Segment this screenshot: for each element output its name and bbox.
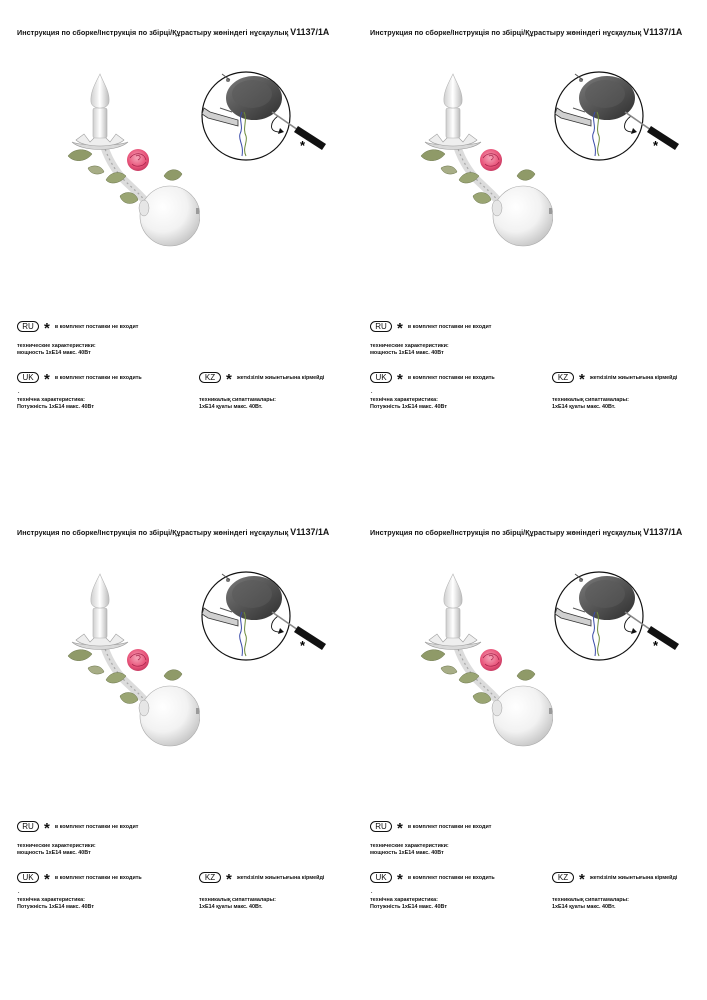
kz-spec-value: 1хЕ14 қуаты макс. 40Вт. xyxy=(199,904,263,910)
mounting-detail-illustration xyxy=(198,568,338,668)
detail-star: * xyxy=(653,638,659,653)
uk-spec-heading: технічна характеристика: xyxy=(17,397,85,403)
kz-note-row xyxy=(552,870,678,888)
uk-badge: UK xyxy=(17,872,39,883)
ru-spec-value: мощность 1хЕ14 макс. 40Вт xyxy=(370,850,444,856)
ru-spec-heading: технические характеристики: xyxy=(370,343,449,349)
ru-badge: RU xyxy=(17,321,39,332)
ru-spec xyxy=(17,343,96,357)
uk-dot: . xyxy=(18,889,20,895)
mounting-detail-illustration xyxy=(551,68,691,168)
detail-star: * xyxy=(300,138,306,153)
mounting-detail-illustration xyxy=(551,568,691,668)
ru-note: в комплект поставки не входит xyxy=(54,323,139,330)
kz-badge: KZ xyxy=(552,872,574,883)
kz-note: жеткізілім жиынтығына кірмейді xyxy=(236,874,325,881)
uk-star: * xyxy=(44,370,50,388)
ru-star: * xyxy=(397,819,403,837)
detail-star: * xyxy=(300,638,306,653)
uk-star: * xyxy=(44,870,50,888)
kz-spec-heading: техникалық сипаттамалары: xyxy=(199,897,276,903)
ru-spec-heading: технические характеристики: xyxy=(17,343,96,349)
uk-spec-heading: технічна характеристика: xyxy=(370,397,438,403)
ru-star: * xyxy=(44,319,50,337)
kz-spec xyxy=(199,397,276,411)
instruction-sheet xyxy=(0,500,353,1000)
ru-spec xyxy=(370,843,449,857)
uk-note-row xyxy=(370,870,495,888)
kz-spec-value: 1хЕ14 қуаты макс. 40Вт. xyxy=(552,404,616,410)
kz-spec-heading: техникалық сипаттамалары: xyxy=(552,897,629,903)
ru-spec-heading: технические характеристики: xyxy=(370,843,449,849)
uk-note: в комплект поставки не входить xyxy=(407,374,495,381)
uk-spec-heading: технічна характеристика: xyxy=(370,897,438,903)
uk-spec-value: Потужність 1хЕ14 макс. 40Вт xyxy=(370,904,447,910)
instruction-sheet xyxy=(0,0,353,500)
uk-note: в комплект поставки не входить xyxy=(54,374,142,381)
uk-note-row xyxy=(17,870,142,888)
kz-star: * xyxy=(579,870,585,888)
ru-note-row xyxy=(17,319,139,337)
kz-badge: KZ xyxy=(199,372,221,383)
uk-spec xyxy=(17,897,94,911)
ru-spec-value: мощность 1хЕ14 макс. 40Вт xyxy=(17,350,91,356)
uk-badge: UK xyxy=(370,372,392,383)
title-text: Инструкция по сборке/Інструкція по збірці/Құрастыру жөніндегі нұсқаулық xyxy=(370,528,642,537)
model-number: V1137/1A xyxy=(643,527,683,537)
sheet-title xyxy=(370,527,682,537)
kz-note-row xyxy=(552,370,678,388)
kz-note: жеткізілім жиынтығына кірмейді xyxy=(589,374,678,381)
uk-dot: . xyxy=(18,389,20,395)
ru-note-row xyxy=(370,819,492,837)
model-number: V1137/1A xyxy=(290,27,330,37)
kz-spec xyxy=(552,897,629,911)
ru-note: в комплект поставки не входит xyxy=(54,823,139,830)
kz-badge: KZ xyxy=(199,872,221,883)
ru-note: в комплект поставки не входит xyxy=(407,323,492,330)
ru-note-row xyxy=(17,819,139,837)
uk-spec xyxy=(17,397,94,411)
kz-star: * xyxy=(579,370,585,388)
ru-spec-value: мощность 1хЕ14 макс. 40Вт xyxy=(370,350,444,356)
ru-star: * xyxy=(44,819,50,837)
uk-note: в комплект поставки не входить xyxy=(407,874,495,881)
kz-spec-value: 1хЕ14 қуаты макс. 40Вт. xyxy=(199,404,263,410)
lamp-illustration xyxy=(60,68,200,254)
lamp-illustration xyxy=(60,568,200,754)
uk-badge: UK xyxy=(17,372,39,383)
ru-spec xyxy=(17,843,96,857)
kz-note-row xyxy=(199,370,325,388)
uk-spec-value: Потужність 1хЕ14 макс. 40Вт xyxy=(17,904,94,910)
ru-spec-heading: технические характеристики: xyxy=(17,843,96,849)
uk-dot: . xyxy=(371,889,373,895)
kz-badge: KZ xyxy=(552,372,574,383)
uk-star: * xyxy=(397,870,403,888)
sheet-title xyxy=(370,27,682,37)
uk-note: в комплект поставки не входить xyxy=(54,874,142,881)
detail-star: * xyxy=(653,138,659,153)
ru-badge: RU xyxy=(17,821,39,832)
kz-spec-value: 1хЕ14 қуаты макс. 40Вт. xyxy=(552,904,616,910)
title-text: Инструкция по сборке/Інструкція по збірці/Құрастыру жөніндегі нұсқаулық xyxy=(17,28,289,37)
uk-spec-value: Потужність 1хЕ14 макс. 40Вт xyxy=(370,404,447,410)
title-text: Инструкция по сборке/Інструкція по збірці/Құрастыру жөніндегі нұсқаулық xyxy=(17,528,289,537)
sheet-title xyxy=(17,27,329,37)
model-number: V1137/1A xyxy=(290,527,330,537)
kz-note-row xyxy=(199,870,325,888)
ru-spec-value: мощность 1хЕ14 макс. 40Вт xyxy=(17,850,91,856)
kz-star: * xyxy=(226,370,232,388)
uk-spec-heading: технічна характеристика: xyxy=(17,897,85,903)
uk-spec-value: Потужність 1хЕ14 макс. 40Вт xyxy=(17,404,94,410)
uk-note-row xyxy=(17,370,142,388)
mounting-detail-illustration xyxy=(198,68,338,168)
ru-spec xyxy=(370,343,449,357)
instruction-sheet xyxy=(353,500,706,1000)
lamp-illustration xyxy=(413,68,553,254)
ru-note: в комплект поставки не входит xyxy=(407,823,492,830)
uk-badge: UK xyxy=(370,872,392,883)
uk-spec xyxy=(370,397,447,411)
title-text: Инструкция по сборке/Інструкція по збірці/Құрастыру жөніндегі нұсқаулық xyxy=(370,28,642,37)
model-number: V1137/1A xyxy=(643,27,683,37)
uk-spec xyxy=(370,897,447,911)
kz-note: жеткізілім жиынтығына кірмейді xyxy=(236,374,325,381)
instruction-sheet xyxy=(353,0,706,500)
kz-spec-heading: техникалық сипаттамалары: xyxy=(552,397,629,403)
kz-star: * xyxy=(226,870,232,888)
uk-note-row xyxy=(370,370,495,388)
ru-badge: RU xyxy=(370,321,392,332)
kz-spec xyxy=(552,397,629,411)
ru-note-row xyxy=(370,319,492,337)
kz-spec-heading: техникалық сипаттамалары: xyxy=(199,397,276,403)
ru-badge: RU xyxy=(370,821,392,832)
ru-star: * xyxy=(397,319,403,337)
sheet-title xyxy=(17,527,329,537)
uk-dot: . xyxy=(371,389,373,395)
lamp-illustration xyxy=(413,568,553,754)
kz-note: жеткізілім жиынтығына кірмейді xyxy=(589,874,678,881)
uk-star: * xyxy=(397,370,403,388)
kz-spec xyxy=(199,897,276,911)
